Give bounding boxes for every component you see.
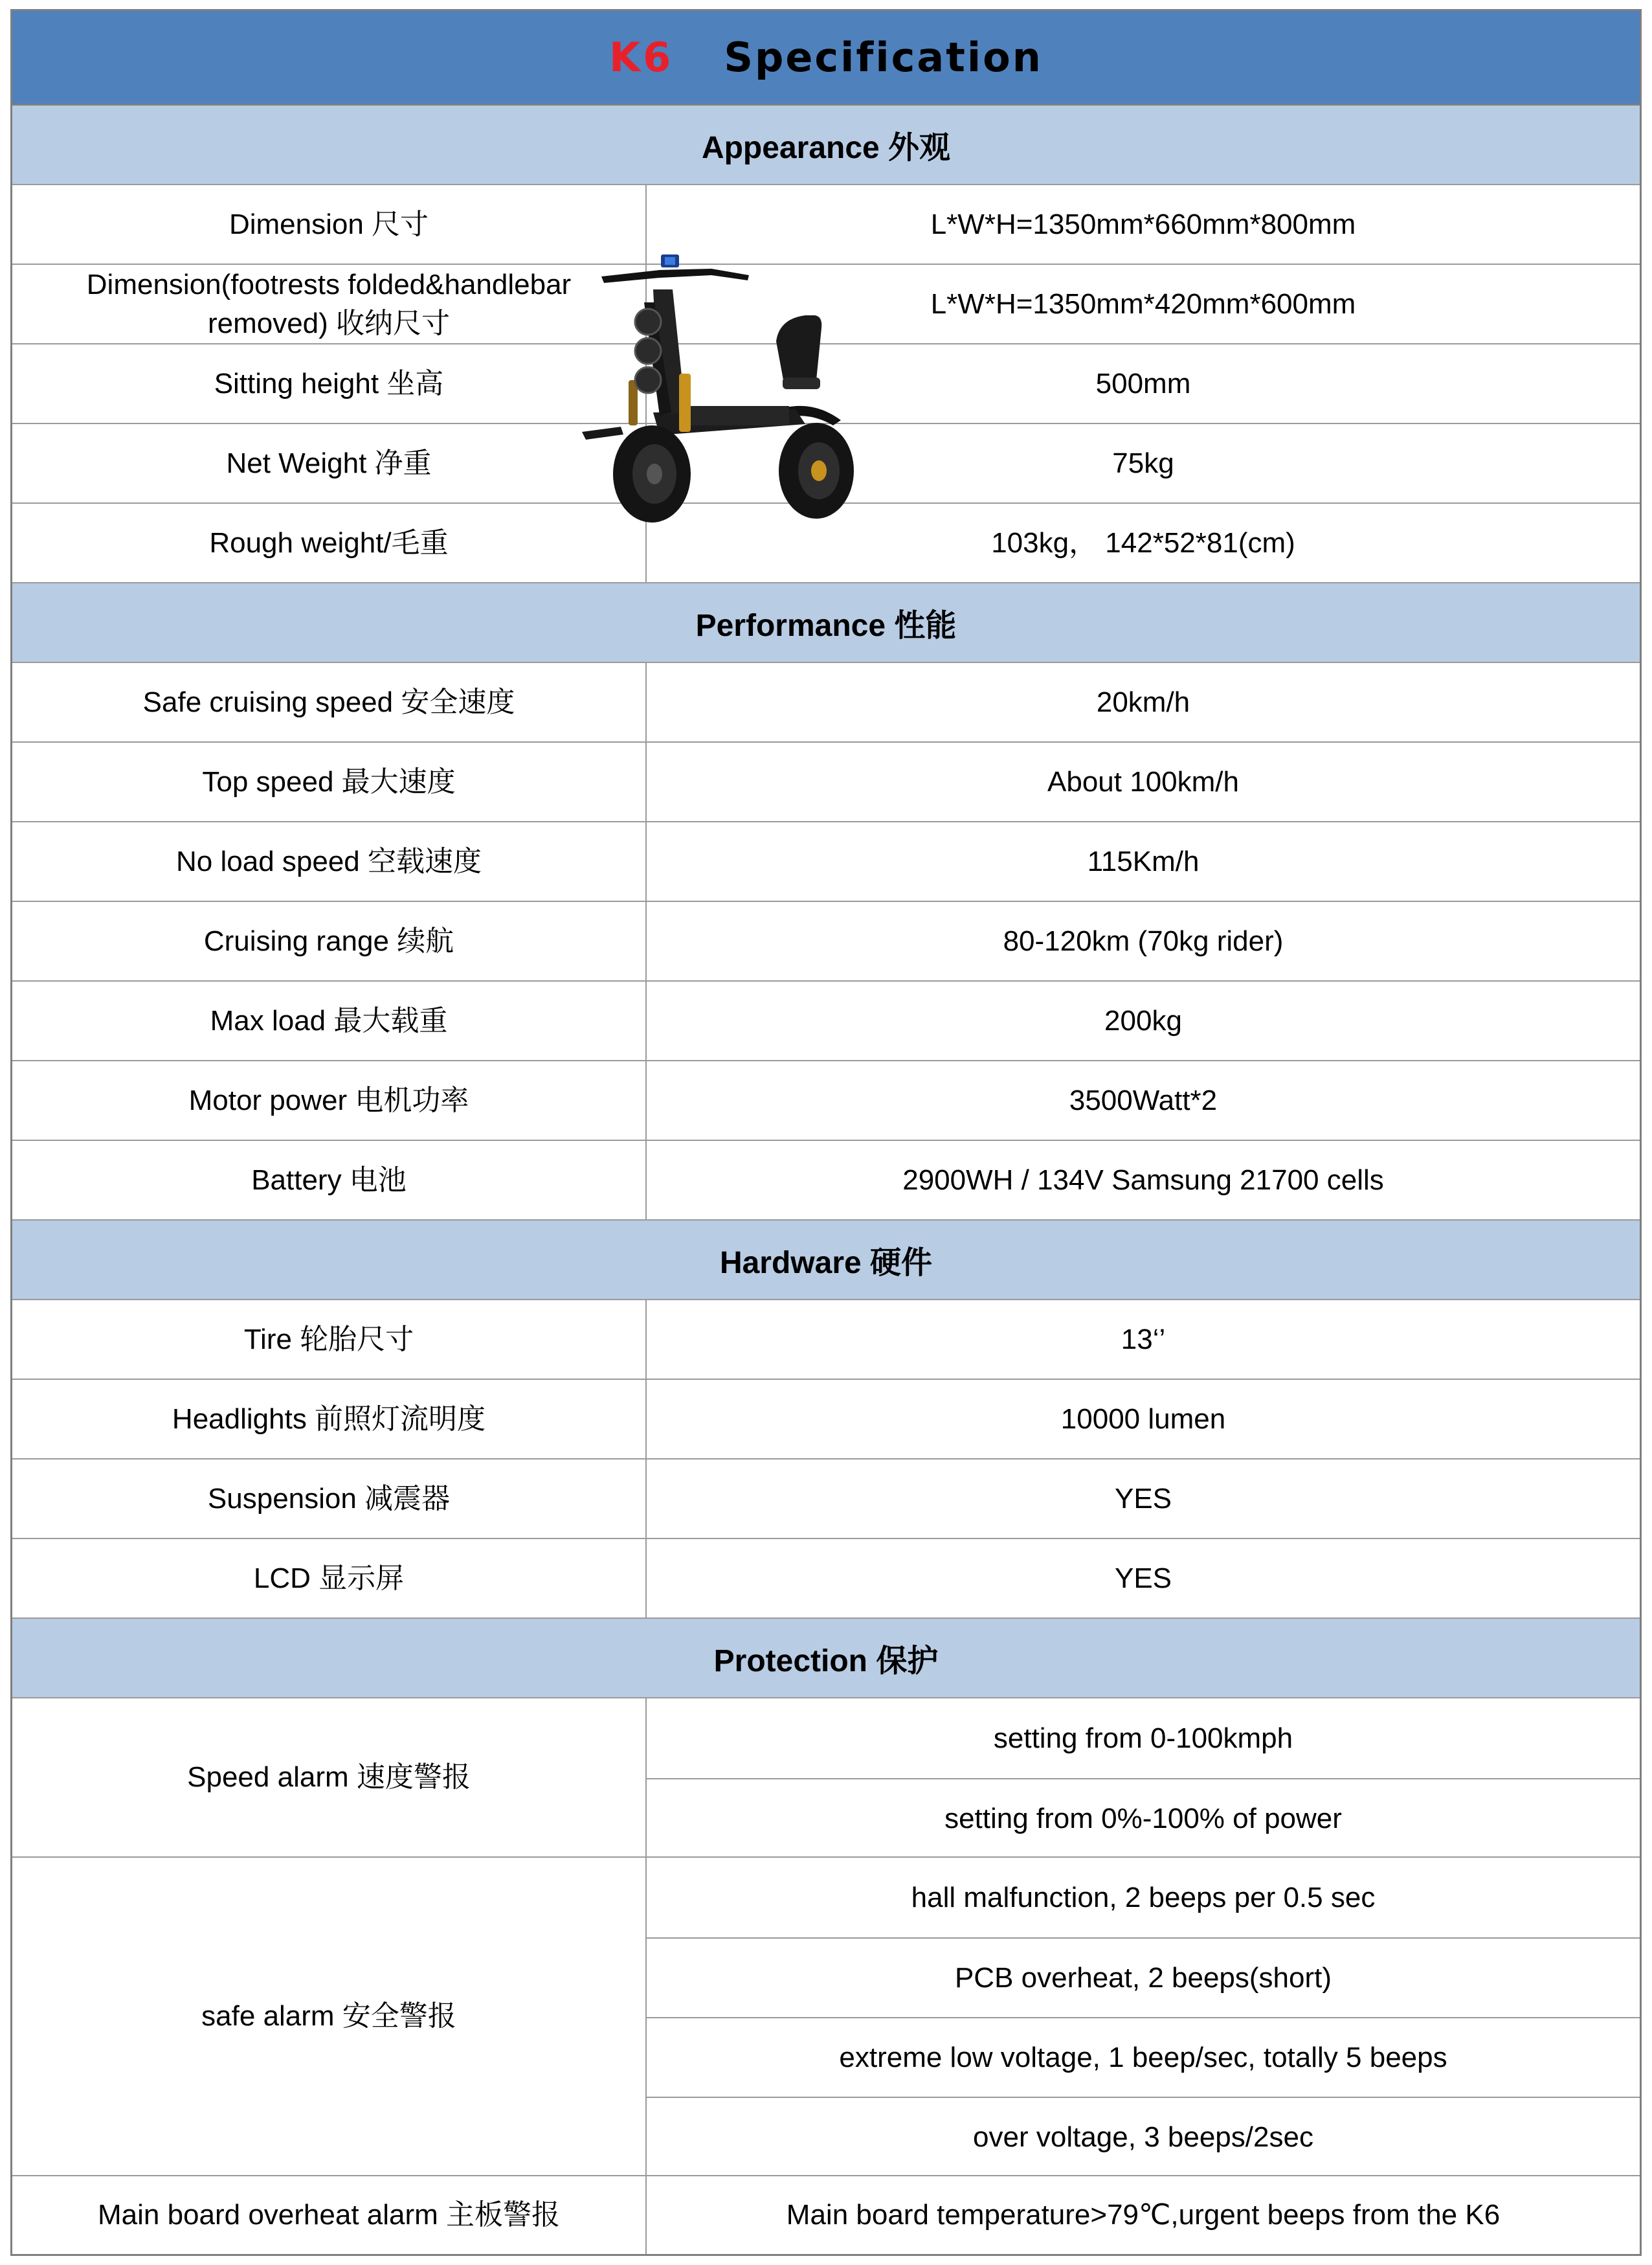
spec-value: 115Km/h	[1087, 845, 1200, 877]
spec-value: 20km/h	[1096, 686, 1190, 718]
spec-row	[12, 822, 1640, 902]
spec-row	[12, 1380, 1640, 1459]
spec-label: safe alarm 安全警报	[12, 1858, 647, 2175]
spec-row-speed-alarm	[12, 1698, 1640, 1858]
model-name: K6	[609, 34, 674, 81]
spec-label: Max load 最大载重	[12, 982, 647, 1060]
spec-value: Main board temperature>79℃,urgent beeps from the K6	[786, 2199, 1501, 2231]
spec-value: over voltage, 3 beeps/2sec	[647, 2097, 1640, 2176]
section-header-hardware: Hardware 硬件	[12, 1221, 1640, 1300]
spec-label: Headlights 前照灯流明度	[12, 1380, 647, 1458]
spec-label: Sitting height 坐高	[12, 344, 647, 423]
spec-value: YES	[1114, 1482, 1172, 1515]
spec-value: 13‘’	[1121, 1323, 1166, 1355]
section-header-appearance: Appearance 外观	[12, 106, 1640, 185]
spec-label: Net Weight 净重	[12, 424, 647, 502]
spec-label: No load speed 空载速度	[12, 822, 647, 901]
spec-row	[12, 1141, 1640, 1221]
spec-row	[12, 982, 1640, 1061]
spec-row	[12, 1300, 1640, 1380]
spec-value: 3500Watt*2	[1069, 1084, 1218, 1116]
spec-label: Main board overheat alarm 主板警报	[12, 2176, 647, 2254]
spec-value: 500mm	[1095, 367, 1191, 400]
scooter-image	[582, 251, 880, 523]
spec-value: YES	[1114, 1562, 1172, 1594]
spec-value: About 100km/h	[1047, 765, 1239, 798]
spec-sheet	[10, 9, 1642, 2256]
spec-value: setting from 0%-100% of power	[647, 1778, 1640, 1858]
spec-row	[12, 743, 1640, 822]
spec-value: extreme low voltage, 1 beep/sec, totally 5 beeps	[647, 2017, 1640, 2097]
spec-value: 80-120km (70kg rider)	[1003, 925, 1284, 957]
title-bar	[12, 11, 1640, 106]
spec-row	[12, 1459, 1640, 1539]
section-header-protection: Protection 保护	[12, 1619, 1640, 1698]
spec-label: Rough weight/毛重	[12, 504, 647, 582]
spec-value: 75kg	[1112, 447, 1174, 479]
spec-label: Tire 轮胎尺寸	[12, 1300, 647, 1379]
spec-label: LCD 显示屏	[12, 1539, 647, 1617]
spec-row	[12, 902, 1640, 982]
spec-label: Motor power 电机功率	[12, 1061, 647, 1140]
spec-value: hall malfunction, 2 beeps per 0.5 sec	[911, 1881, 1376, 1913]
spec-value: PCB overheat, 2 beeps(short)	[647, 1937, 1640, 2017]
spec-value: 200kg	[1104, 1004, 1182, 1037]
spec-row	[12, 663, 1640, 743]
spec-label: Dimension(footrests folded&handlebar removed) 收纳尺寸	[12, 265, 647, 343]
spec-label: Battery 电池	[12, 1141, 647, 1219]
spec-value: 103kg， 142*52*81(cm)	[991, 526, 1295, 559]
title-text: Specification	[724, 34, 1043, 81]
spec-row-main-board	[12, 2176, 1640, 2254]
spec-label: Top speed 最大速度	[12, 743, 647, 821]
spec-value: setting from 0-100kmph	[993, 1722, 1293, 1754]
spec-label: Speed alarm 速度警报	[12, 1698, 647, 1856]
spec-row-safe-alarm	[12, 1858, 1640, 2176]
spec-row	[12, 1061, 1640, 1141]
spec-row	[12, 1539, 1640, 1619]
spec-value: 2900WH / 134V Samsung 21700 cells	[902, 1164, 1384, 1196]
spec-label: Dimension 尺寸	[12, 185, 647, 264]
spec-value: L*W*H=1350mm*660mm*800mm	[930, 208, 1356, 240]
spec-label: Suspension 减震器	[12, 1459, 647, 1538]
spec-label: Safe cruising speed 安全速度	[12, 663, 647, 741]
spec-label: Cruising range 续航	[12, 902, 647, 980]
spec-value: L*W*H=1350mm*420mm*600mm	[930, 287, 1356, 320]
section-header-performance: Performance 性能	[12, 583, 1640, 663]
spec-value: 10000 lumen	[1060, 1403, 1226, 1435]
